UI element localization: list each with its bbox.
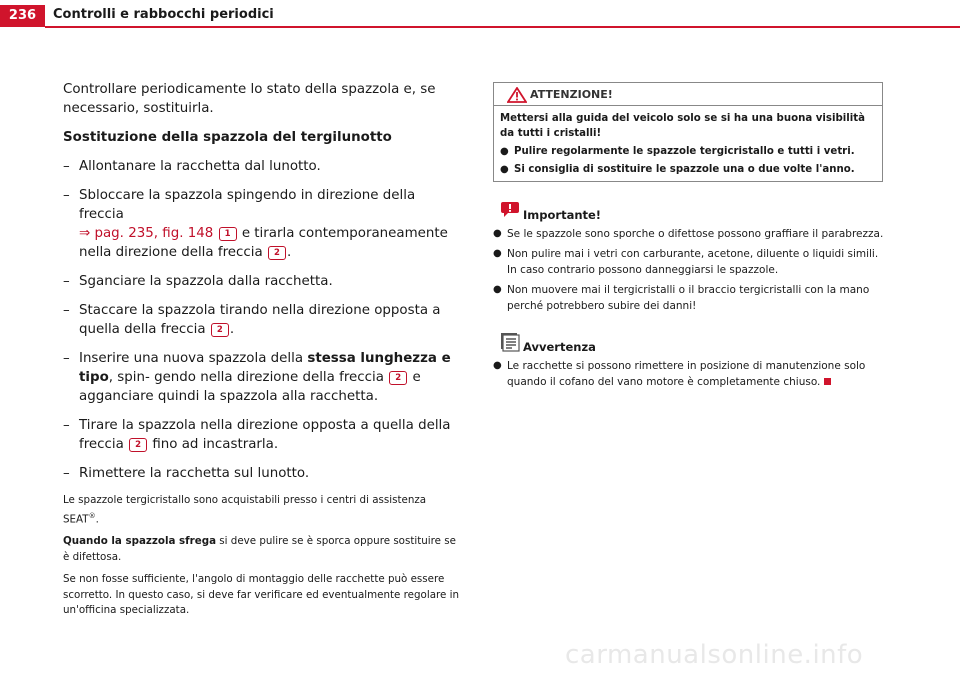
note-title: Avvertenza bbox=[523, 340, 596, 354]
important-bullet: ● Non muovere mai il tergicristalli o il braccio tergicristalli con la mano perché potrebbero subire dei danni! bbox=[493, 284, 870, 312]
step-1: – Allontanare la racchetta dal lunotto. bbox=[63, 159, 321, 174]
bullet-text: Si consiglia di sostituire le spazzole una o due volte l'anno. bbox=[514, 164, 855, 175]
bullet-text: Non muovere mai il tergicristalli o il braccio tergicristalli con la mano perché potrebbero subire dei danni! bbox=[507, 284, 870, 312]
notes-block bbox=[63, 493, 463, 619]
note-text: Le spazzole tergicristallo sono acquistabili presso i centri di assistenza SEAT bbox=[63, 494, 427, 525]
warning-bullet: ● Si consiglia di sostituire le spazzole una o due volte l'anno. bbox=[500, 164, 855, 175]
arrow-badge-1: 1 bbox=[219, 227, 237, 241]
warning-text: Mettersi alla guida del veicolo solo se si ha una buona visibilità da tutti i cristalli! bbox=[500, 113, 865, 139]
step-4: – Staccare la spazzola tirando nella direzione opposta a quella della freccia 2 . bbox=[63, 303, 441, 337]
step-text: Sbloccare la spazzola spingendo in direzione della freccia bbox=[79, 188, 416, 222]
important-bullet: ● Non pulire mai i vetri con carburante, acetone, diluente o liquidi simili. In caso contrario possono danneggiarsi le spazzole. bbox=[493, 248, 879, 276]
step-text: Rimettere la racchetta sul lunotto. bbox=[79, 466, 310, 481]
note-section bbox=[493, 332, 888, 390]
warning-bullet: ● Pulire regolarmente le spazzole tergicristallo e tutti i vetri. bbox=[500, 146, 855, 157]
left-column bbox=[63, 80, 463, 626]
registered-mark: ® bbox=[88, 511, 96, 520]
important-bullet: ● Se le spazzole sono sporche o difettose possono graffiare il parabrezza. bbox=[493, 228, 884, 240]
bullet-text: Le racchette si possono rimettere in posizione di manutenzione solo quando il cofano del vano motore è completamente chiuso. bbox=[507, 360, 866, 388]
step-text: Inserire una nuova spazzola della bbox=[79, 351, 304, 366]
note-streaking bbox=[63, 534, 463, 565]
arrow-badge-2: 2 bbox=[129, 438, 147, 452]
end-of-section-mark bbox=[824, 378, 831, 385]
right-column bbox=[493, 80, 888, 390]
warning-body bbox=[494, 106, 882, 181]
step-text: e agganciare quindi la spazzola alla racchetta. bbox=[79, 370, 421, 404]
step-5: – Inserire una nuova spazzola della stessa lunghezza e tipo, spin- gendo nella direzione della freccia 2 e agganciare quindi la spazzola alla racchetta. bbox=[63, 351, 451, 404]
warning-title: ATTENZIONE! bbox=[530, 88, 613, 101]
figure-reference-link[interactable]: ⇒ pag. 235, fig. 148 bbox=[79, 226, 214, 241]
step-2: – Sbloccare la spazzola spingendo in direzione della freccia ⇒ pag. 235, fig. 148 1 e tirarla contemporaneamente nella direzione della freccia 2 . bbox=[63, 188, 448, 260]
arrow-badge-2: 2 bbox=[211, 323, 229, 337]
page-number: 236 bbox=[0, 5, 45, 27]
step-7: – Rimettere la racchetta sul lunotto. bbox=[63, 466, 310, 481]
note-text: si deve pulire se è sporca oppure sostituire se è difettosa. bbox=[63, 535, 456, 563]
step-3: – Sganciare la spazzola dalla racchetta. bbox=[63, 274, 333, 289]
watermark: carmanualsonline.info bbox=[565, 640, 864, 670]
bullet-text: Pulire regolarmente le spazzole tergicristallo e tutti i vetri. bbox=[514, 146, 855, 157]
warning-triangle-icon bbox=[507, 87, 527, 103]
bullet-text: Non pulire mai i vetri con carburante, acetone, diluente o liquidi simili. In caso contrario possono danneggiarsi le spazzole. bbox=[507, 248, 879, 276]
note-angle: Se non fosse sufficiente, l'angolo di montaggio delle racchette può essere scorretto. In questo caso, si deve far verificare ed eventualmente regolare in un'officina specializzata. bbox=[63, 573, 460, 617]
step-emphasis: stessa lunghezza e tipo bbox=[79, 351, 451, 385]
step-6: – Tirare la spazzola nella direzione opposta a quella della freccia 2 fino ad incastrarla. bbox=[63, 418, 451, 452]
warning-header bbox=[494, 83, 882, 106]
important-section bbox=[493, 200, 888, 314]
header-rule bbox=[45, 26, 960, 28]
step-text: e tirarla contemporaneamente nella direzione della freccia bbox=[79, 226, 448, 260]
note-availability: Le spazzole tergicristallo sono acquistabili presso i centri di assistenza SEAT®. bbox=[63, 494, 427, 525]
step-text: , spin- gendo nella direzione della freccia bbox=[108, 370, 384, 385]
chapter-title: Controlli e rabbocchi periodici bbox=[53, 7, 274, 22]
important-header bbox=[493, 200, 888, 222]
note-header bbox=[493, 332, 888, 354]
caution-icon bbox=[500, 200, 520, 218]
warning-box bbox=[493, 82, 883, 182]
page-header bbox=[0, 0, 960, 30]
step-text: Staccare la spazzola tirando nella direzione opposta a quella della freccia bbox=[79, 303, 441, 337]
step-text: Sganciare la spazzola dalla racchetta. bbox=[79, 274, 333, 289]
intro-paragraph: Controllare periodicamente lo stato della spazzola e, se necessario, sostituirla. bbox=[63, 82, 436, 116]
step-text: fino ad incastrarla. bbox=[152, 437, 279, 452]
important-title: Importante! bbox=[523, 208, 602, 222]
step-text: Tirare la spazzola nella direzione opposta a quella della freccia bbox=[79, 418, 451, 452]
section-subheading: Sostituzione della spazzola del tergilunotto bbox=[63, 130, 392, 145]
note-emphasis: Quando la spazzola sfrega bbox=[63, 535, 217, 548]
bullet-text: Se le spazzole sono sporche o difettose possono graffiare il parabrezza. bbox=[507, 228, 884, 240]
arrow-badge-2: 2 bbox=[268, 246, 286, 260]
info-note-icon bbox=[500, 332, 520, 352]
note-bullet: ● Le racchette si possono rimettere in posizione di manutenzione solo quando il cofano del vano motore è completamente chiuso. bbox=[493, 360, 866, 388]
step-text: Allontanare la racchetta dal lunotto. bbox=[79, 159, 321, 174]
arrow-badge-2: 2 bbox=[389, 371, 407, 385]
